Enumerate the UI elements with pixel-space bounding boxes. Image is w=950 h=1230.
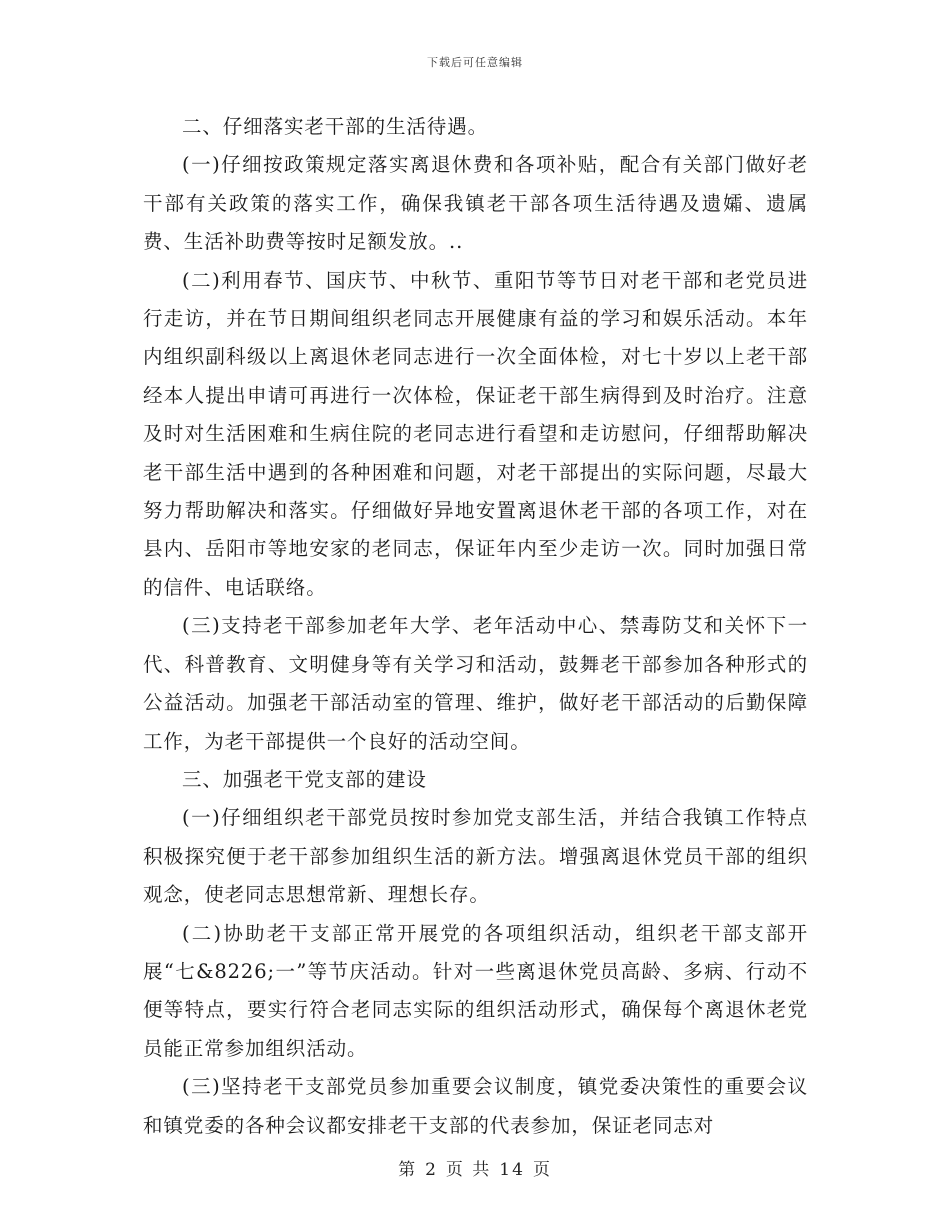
footer-suffix: 页 [532, 1160, 552, 1180]
header-note: 下载后可任意编辑 [427, 56, 523, 69]
footer-prefix: 第 [398, 1160, 418, 1180]
paragraph: (一)仔细组织老干部党员按时参加党支部生活，并结合我镇工作特点积极探究便于老干部参加组织生活的新方法。增强离退休党员干部的组织观念，使老同志思想常新、理想长存。 [143, 806, 808, 907]
document-body [143, 108, 808, 1145]
page-footer [0, 1155, 950, 1180]
paragraph: (二)利用春节、国庆节、中秋节、重阳节等节日对老干部和老党员进行走访，并在节日期间组织老同志开展健康有益的学习和娱乐活动。本年内组织副科级以上离退休老同志进行一次全面体检，对七十岁以上老干部经本人提出申请可再进行一次体检，保证老干部生病得到及时治疗。注意及时对生活困难和生病住院的老同志进行看望和走访慰问，仔细帮助解决老干部生活中遇到的各种困难和问题，对老干部提出的实际问题，尽最大努力帮助解决和落实。仔细做好异地安置离退休老干部的各项工作，对在县内、岳阳市等地安家的老同志，保证年内至少走访一次。同时加强日常的信件、电话联络。 [143, 268, 808, 599]
total-pages-number: 14 [499, 1160, 525, 1180]
current-page-number: 2 [425, 1160, 438, 1180]
footer-middle: 页 共 [445, 1160, 492, 1180]
paragraph: (一)仔细按政策规定落实离退休费和各项补贴，配合有关部门做好老干部有关政策的落实工作，确保我镇老干部各项生活待遇及遗孀、遗属费、生活补助费等按时足额发放。.. [143, 153, 808, 254]
section-heading: 三、加强老干党支部的建设 [182, 767, 427, 791]
section-heading: 二、仔细落实老干部的生活待遇。 [182, 115, 489, 138]
paragraph: (二)协助老干支部正常开展党的各项组织活动，组织老干部支部开展“七&8226;一”等节庆活动。针对一些离退休党员高龄、多病、行动不便等特点，要实行符合老同志实际的组织活动形式，确保每个离退休老党员能正常参加组织活动。 [143, 921, 808, 1060]
paragraph: (三)支持老干部参加老年大学、老年活动中心、禁毒防艾和关怀下一代、科普教育、文明健身等有关学习和活动，鼓舞老干部参加各种形式的公益活动。加强老干部活动室的管理、维护，做好老干部活动的后勤保障工作，为老干部提供一个良好的活动空间。 [143, 614, 808, 753]
paragraph: (三)坚持老干支部党员参加重要会议制度，镇党委决策性的重要会议和镇党委的各种会议都安排老干支部的代表参加，保证老同志对 [143, 1075, 808, 1137]
